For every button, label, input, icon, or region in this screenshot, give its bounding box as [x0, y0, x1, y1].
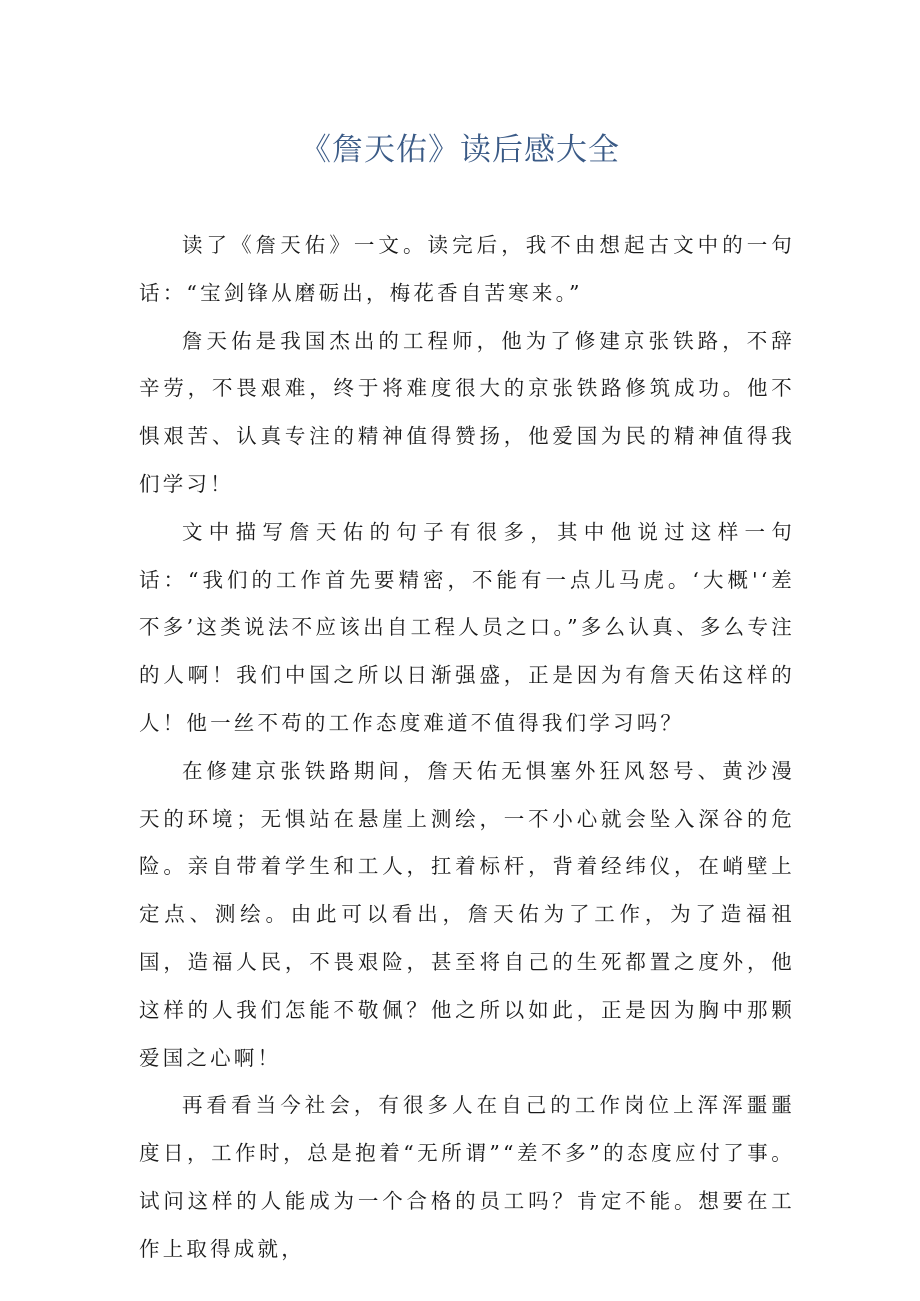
- paragraph-2: 詹天佑是我国杰出的工程师，他为了修建京张铁路，不辞辛劳，不畏艰难，终于将难度很大的京张铁路修筑成功。他不惧艰苦、认真专注的精神值得赞扬，他爱国为民的精神值得我们学习！: [139, 328, 795, 496]
- document-title: 《詹天佑》读后感大全: [300, 132, 620, 168]
- paragraph-3: 文中描写詹天佑的句子有很多，其中他说过这样一句话：“我们的工作首先要精密，不能有一点儿马虎。‘大概'‘差不多’这类说法不应该出自工程人员之口。”多么认真、多么专注的人啊！我们中国之所以日渐强盛，正是因为有詹天佑这样的人！他一丝不苟的工作态度难道不值得我们学习吗？: [139, 519, 795, 735]
- document-body: [139, 222, 795, 1274]
- paragraph-1: 读了《詹天佑》一文。读完后，我不由想起古文中的一句话：“宝剑锋从磨砺出，梅花香自苦寒来。”: [139, 233, 795, 305]
- paragraph-5: 再看看当今社会，有很多人在自己的工作岗位上浑浑噩噩度日，工作时，总是抱着“无所谓”“差不多”的态度应付了事。试问这样的人能成为一个合格的员工吗？肯定不能。想要在工作上取得成就，: [139, 1093, 795, 1261]
- paragraph-4: 在修建京张铁路期间，詹天佑无惧塞外狂风怒号、黄沙漫天的环境；无惧站在悬崖上测绘，一不小心就会坠入深谷的危险。亲自带着学生和工人，扛着标杆，背着经纬仪，在峭壁上定点、测绘。由此可以看出，詹天佑为了工作，为了造福祖国，造福人民，不畏艰险，甚至将自己的生死都置之度外，他这样的人我们怎能不敬佩？他之所以如此，正是因为胸中那颗爱国之心啊！: [139, 758, 795, 1070]
